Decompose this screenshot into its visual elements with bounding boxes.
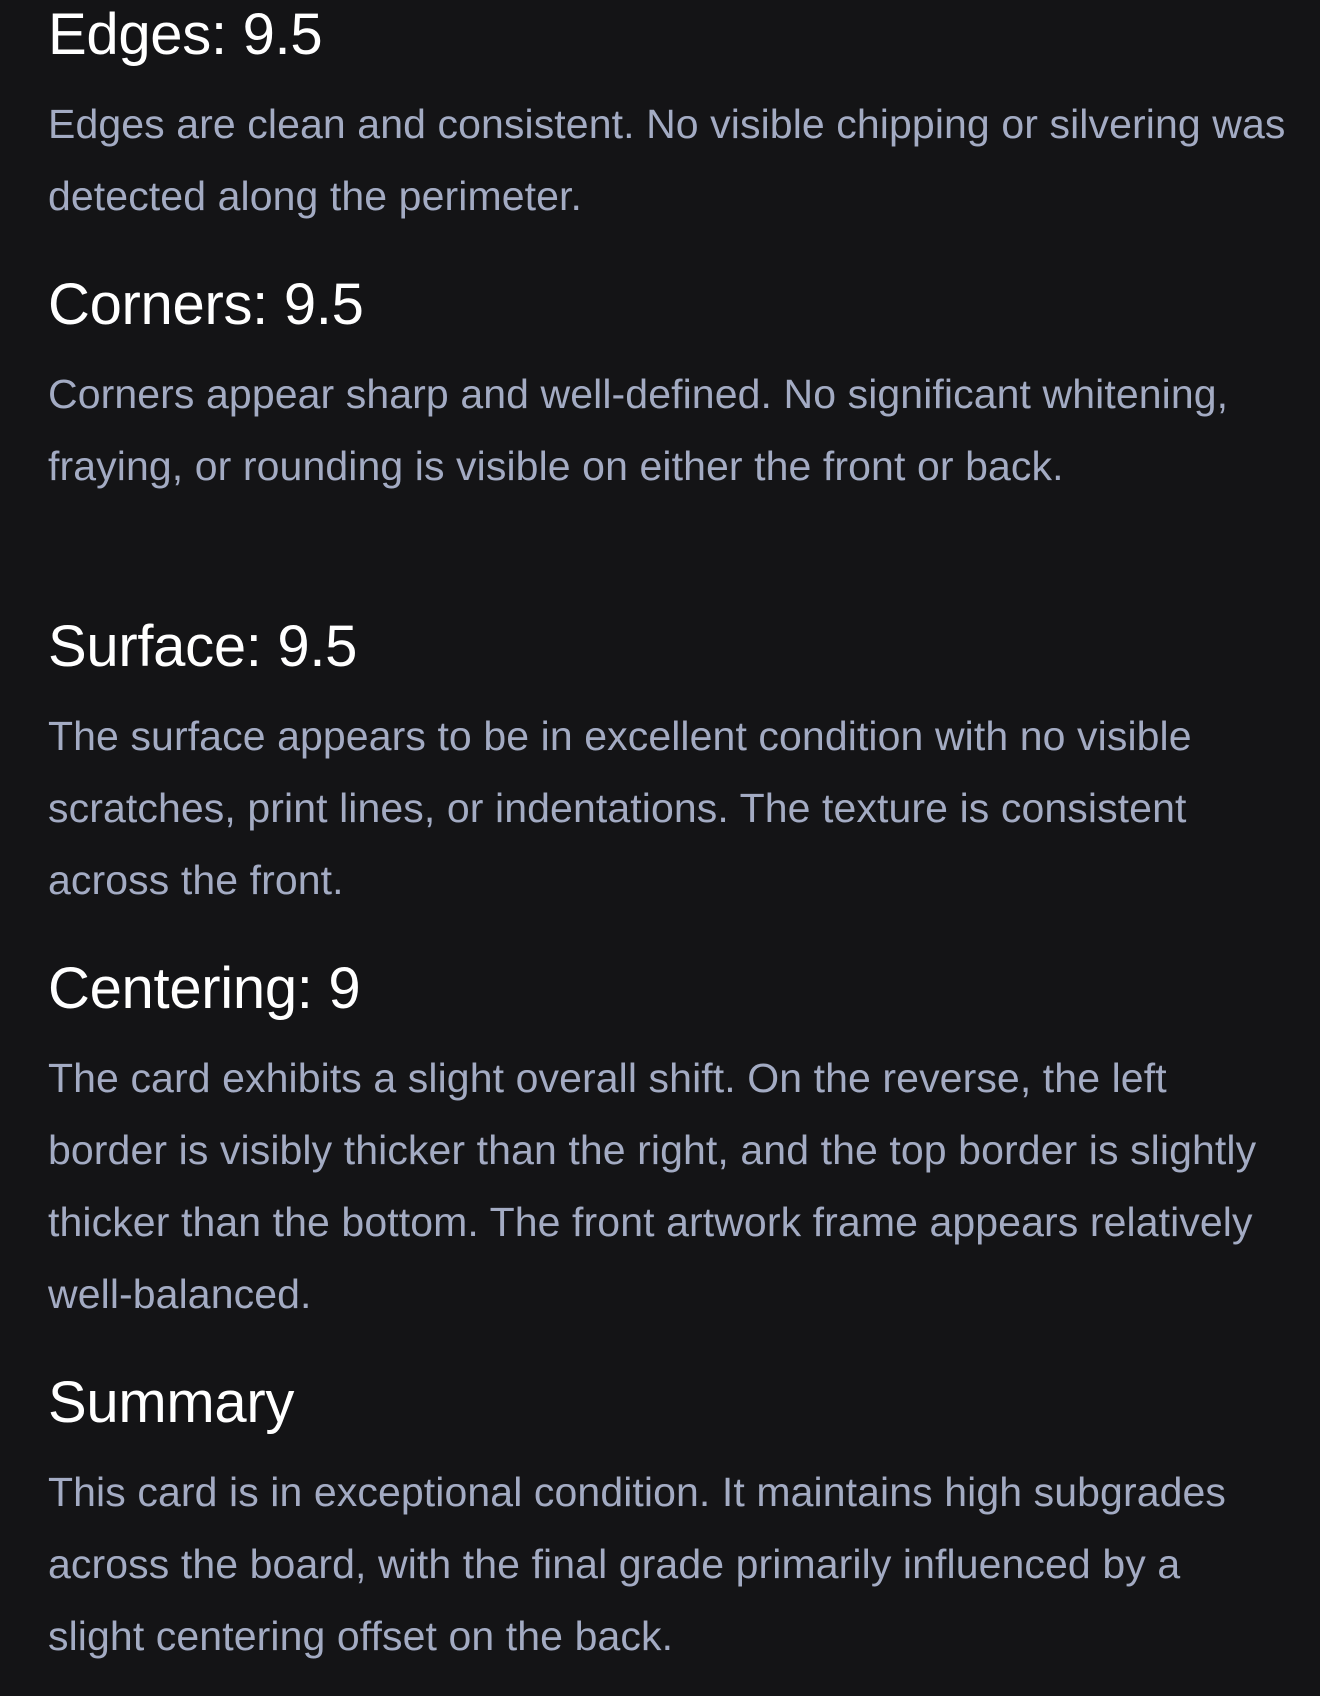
centering-section (48, 954, 1288, 1330)
centering-heading: Centering: 9 (48, 956, 361, 1021)
corners-section (48, 270, 1288, 502)
edges-section (48, 0, 1288, 232)
surface-section (48, 612, 1288, 916)
surface-heading: Surface: 9.5 (48, 614, 358, 679)
centering-description: The card exhibits a slight overall shift. On the reverse, the left border is visibly thicker than the right, and the top border is slightly thicker than the bottom. The front artwork frame appears relatively well-balanced. (48, 1055, 1257, 1317)
edges-heading: Edges: 9.5 (48, 2, 323, 67)
summary-section (48, 1368, 1288, 1672)
summary-heading: Summary (48, 1370, 295, 1435)
corners-description: Corners appear sharp and well-defined. No significant whitening, fraying, or rounding is visible on either the front or back. (48, 371, 1229, 489)
surface-description: The surface appears to be in excellent condition with no visible scratches, print lines, or indentations. The texture is consistent across the front. (48, 713, 1192, 903)
summary-description: This card is in exceptional condition. It maintains high subgrades across the board, with the final grade primarily influenced by a slight centering offset on the back. (48, 1469, 1227, 1659)
edges-description: Edges are clean and consistent. No visible chipping or silvering was detected along the perimeter. (48, 101, 1286, 219)
corners-heading: Corners: 9.5 (48, 272, 364, 337)
